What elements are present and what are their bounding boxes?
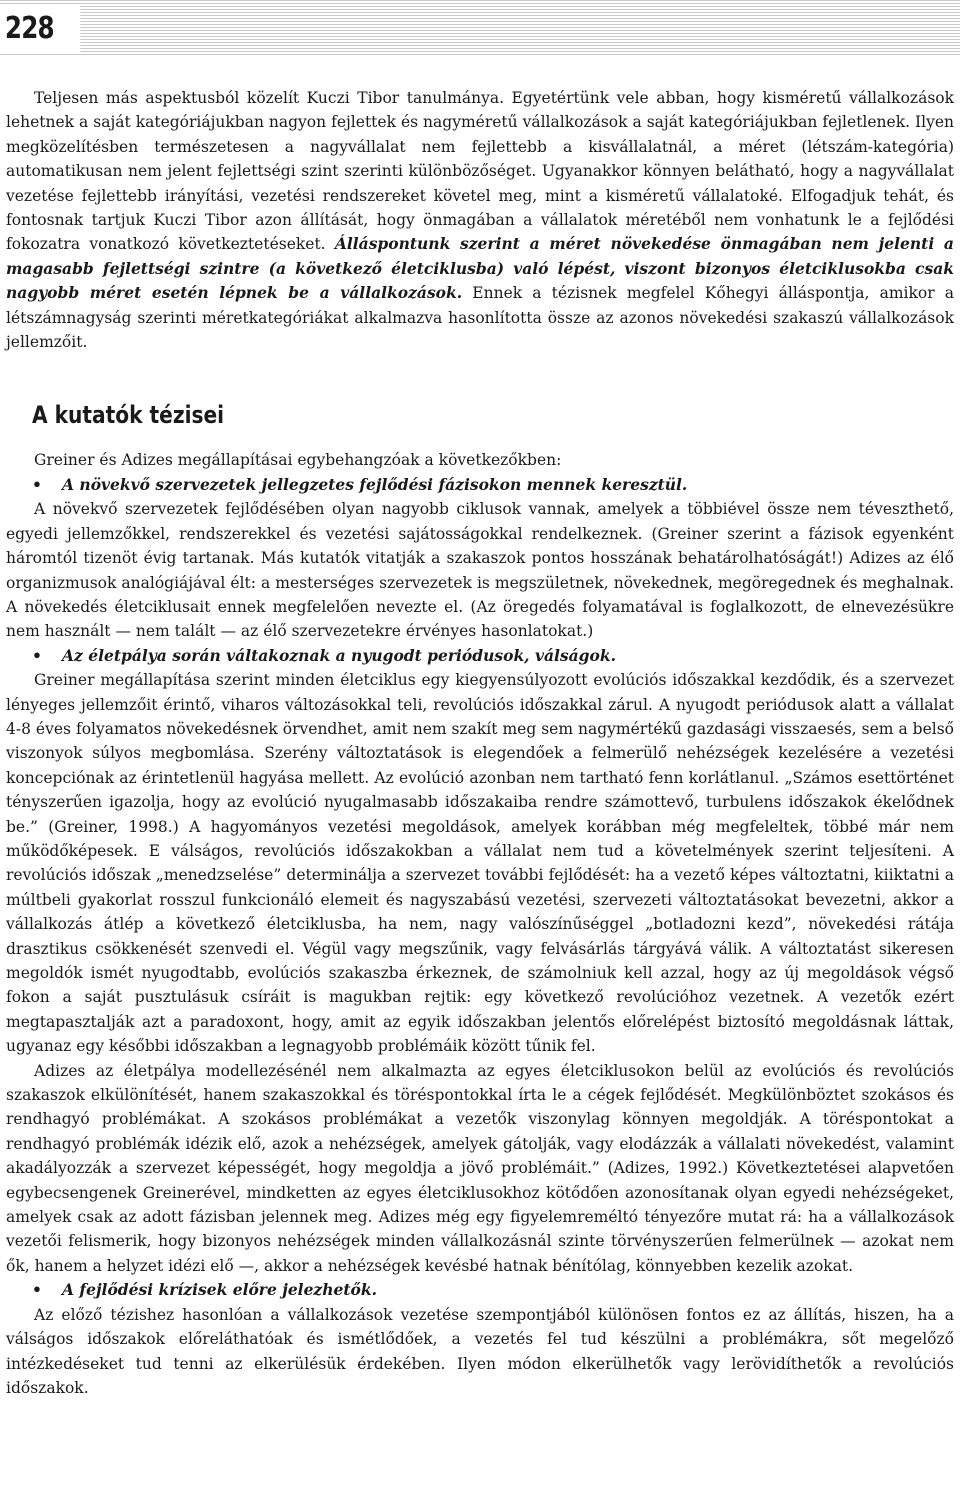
intro-text: Teljesen más aspektusból közelít Kuczi Tibor tanulmánya. Egyetértünk vele abban, hogy kisméretű vállalkozások lehetnek a saját kategóriájukban nagyon fejlettek és nagyméretű vállalkozások a saját kategóriájukban fejletlenek. Ilyen megközelítésben természetesen a nagyvállalat nem fejlettebb a kisvállalatnál, a méret (létszám-kategória) automatikusan nem jelent fejlettségi szint szerinti különbözőséget. Ugyanakkor könnyen belátható, hogy a nagyvállalat vezetése fejlettebb irányítási, vezetési rendszereket követel meg, mint a kisméretű vállalatoké. Elfogadjuk tehát, és fontosnak tartjuk Kuczi Tibor azon állítását, hogy önmagában a vállalatok méretéből nem vonhatunk le a fejlődési fokozatra vonatkozó következtetéseket. [6, 89, 954, 254]
bullet-item-3 [6, 1278, 954, 1302]
paragraph-5: Az előző tézishez hasonlóan a vállalkozások vezetése szempontjából különösen fontos ez az állítás, hiszen, ha a válságos időszakok előreláthatóak és ismétlődőek, a vezetés fel tud készülni a problémákra, sőt megelőző intézkedéseket tud tenni az elkerülésük érdekében. Ilyen módon elkerülhetők vagy lerövidíthetők a revolúciós időszakok. [6, 1305, 954, 1397]
bullet-text: Az életpálya során váltakoznak a nyugodt periódusok, válságok. [62, 645, 616, 665]
intro-paragraph [6, 86, 954, 354]
paragraph-2: A növekvő szervezetek fejlődésében olyan nagyobb ciklusok vannak, amelyek a többiével össze nem téveszthető, egyedi jellemzőkkel, rendszerekkel és vezetési sajátosságokkal rendelkeznek. (Greiner szerint a fázisok egyenként háromtól tizenöt évig tartanak. Más kutatók vitatják a szakaszok pontos hosszának behatárolhatóságát!) Adizes az élő organizmusok analógiájával élt: a mesterséges szervezetek is megszületnek, növekednek, megöregednek és meghalnak. A növekedés életciklusait ennek megfelelően nevezte el. (Az öregedés folyamatával is foglalkozott, de elnevezésükre nem használt — nem talált — az élő szervezetekre érvényes hasonlatokat.) [6, 500, 954, 641]
bullet-text: A fejlődési krízisek előre jelezhetők. [62, 1280, 378, 1300]
paragraph-3: Greiner megállapítása szerint minden életciklus egy kiegyensúlyozott evolúciós időszakkal kezdődik, és a szervezet lényeges jellemzőit érintő, viharos változásokkal teli, revolúciós időszakkal zárul. A nyugodt periódusok alatt a vállalat 4-8 éves folyamatos növekedésnek örvendhet, amit nem szakít meg sem nagymértékű gazdasági visszaesés, sem a belső viszonyok súlyos megbomlása. Szerény változtatások is elegendőek a felmerülő nehézségek kezelésére a vezetési koncepciónak az érintetlenül hagyása mellett. Az evolúció azonban nem tartható fenn korlátlanul. „Számos esettörténet tényszerűen igazolja, hogy az evolúció nyugalmasabb időszakaiba rendre számottevő, turbulens időszakok ékelődnek be.” (Greiner, 1998.) A hagyományos vezetési megoldások, amelyek korábban még megfeleltek, többé már nem működőképesek. E válságos, revolúciós időszakokban a vállalat nem tud a követelmények szerint teljesíteni. A revolúciós időszak „menedzselése” determinálja a szervezet további fejlődését: ha a vezető képes változtatni, kiiktatni a múltbeli gyakorlat rosszul funkcionáló elemeit és nagyszabású vezetési, szervezeti változtatásokat bevezetni, akkor a vállalkozás átlép a következő életciklusba, ha nem, nagy valószínűséggel „botladozni kezd”, növekedési rátája drasztikus csökkenését szenvedi el. Végül vagy megszűnik, vagy felvásárlás tárgyává válik. A változtatást sikeresen megoldók ismét nyugodtabb, evolúciós szakaszba érkeznek, de számolniuk kell azzal, hogy az új megoldások végső fokon a saját pusztulásuk csíráit is magukban rejtik: egy következő revolúcióhoz vezetnek. A vezetők ezért megtapasztalják azt a paradoxont, hogy, amit az egyik időszakban jelentős előrelépést biztosító megoldásnak láttak, ugyanaz egy későbbi időszakban a legnagyobb problémáik között tűnik fel. [6, 671, 954, 1056]
intro-emphasis: Álláspontunk szerint a méret növekedése önmagában nem jelenti a magasabb fejlettségi szintre (a következő életciklusba) való lépést, viszont bizonyos életciklusokba csak nagyobb méret esetén lépnek be a vállalkozások. [6, 234, 954, 303]
bullet-icon: • [32, 1280, 42, 1300]
bullet-item-2 [6, 644, 954, 668]
paragraph-4: Adizes az életpálya modellezésénél nem alkalmazta az egyes életciklusokon belül az evolúciós és revolúciós szakaszok elkülönítését, hanem szakaszokkal és töréspontokkal írta le a cégek fejlődését. Megkülönböztet szokásos és rendhagyó problémákat. A szokásos problémákat a vezetők viszonylag könnyen megoldják. A töréspontokat a rendhagyó problémák idézik elő, azok a nehézségek, amelyek gátolják, vagy elodázzák a vállalati növekedést, valamint akadályozzák a szervezet képességét, hogy megoldja a jövő problémáit.” (Adizes, 1992.) Következtetései alapvetően egybecsengenek Greinerével, mindketten az egyes életciklusokhoz kötődően azonosítanak olyan egyedi nehézségeket, amelyek csak az adott fázisban jelennek meg. Adizes még egy figyelemreméltó tényezőre mutat rá: ha a vállalkozások vezetői felismerik, hogy bizonyos nehézségek minden vállalkozásnál szinte törvényszerűen felmerülnek — azokat nem ők, hanem a helyzet idézi elő —, akkor a nehézségek kevésbé hatnak bénítólag, könnyebben kezelik azokat. [6, 1061, 954, 1275]
bullet-icon: • [32, 474, 42, 494]
bullet-icon: • [32, 645, 42, 665]
bullet-item-1 [6, 473, 954, 497]
intro-text-end: Ennek a tézisnek megfelel Kőhegyi álláspontja, amikor a létszámnagyság szerinti méretkategóriákat alkalmazva hasonlította össze az azonos növekedési szakaszú vállalkozások jellemzőit. [6, 284, 954, 352]
header-stripe-bar [0, 0, 960, 56]
section-lead: Greiner és Adizes megállapításai egybehangzóak a következőkben: [34, 451, 562, 470]
page-content [6, 86, 954, 1400]
section-heading: A kutatók tézisei [32, 401, 225, 430]
page-number: 228 [0, 6, 80, 54]
bullet-text: A növekvő szervezetek jellegzetes fejlődési fázisokon mennek keresztül. [62, 474, 688, 494]
